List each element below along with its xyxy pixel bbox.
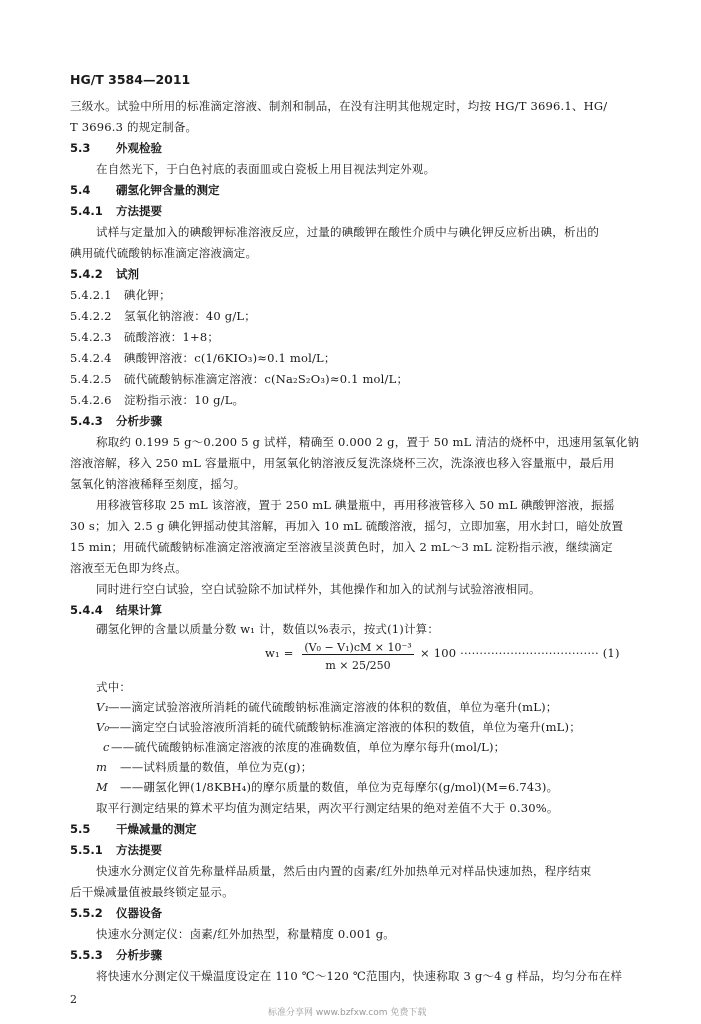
procedure-p1-line-2: 溶液溶解，移入 250 mL 容量瓶中，用氢氧化钠溶液反复洗涤烧杯三次，洗涤液也移入容量瓶中，最后用 (70, 456, 615, 470)
formula-lhs: w₁ = (265, 646, 294, 660)
section-5-4-heading (70, 185, 220, 197)
procedure-p1-line-3: 氢氧化钠溶液稀释至刻度，摇匀。 (70, 477, 246, 491)
section-5-3-text: 在自然光下，于白色衬底的表面皿或白瓷板上用目视法判定外观。 (96, 162, 436, 176)
reagent-number: 5.4.2.5 (70, 372, 112, 386)
variable-text: ——滴定试验溶液所消耗的硫代硫酸钠标准滴定溶液的体积的数值，单位为毫升(mL)； (108, 700, 558, 714)
reagent-text: 硫酸溶液：1+8； (124, 330, 220, 344)
method-summary-line-1: 试样与定量加入的碘酸钾标准溶液反应，过量的碘酸钾在酸性介质中与碘化钾反应析出碘，析出的 (96, 225, 600, 239)
page-number: 2 (70, 993, 77, 1006)
section-number: 5.5.3 (70, 948, 103, 962)
section-5-5-1-heading (70, 845, 162, 857)
section-title: 硼氢化钾含量的测定 (116, 183, 220, 197)
section-5-4-4-heading (70, 605, 162, 617)
section-number: 5.5.1 (70, 843, 103, 857)
intro-line-1: 三级水。试验中所用的标准滴定溶液、制剂和制品，在没有注明其他规定时，均按 HG/T 3696.1、HG/ (70, 99, 608, 113)
variable-symbol: m (96, 760, 108, 774)
reagent-text: 氢氧化钠溶液：40 g/L； (124, 309, 256, 323)
reagent-number: 5.4.2.4 (70, 351, 112, 365)
section-title: 方法提要 (116, 843, 162, 857)
section-number: 5.4 (70, 183, 91, 197)
section-title: 外观检验 (116, 141, 162, 155)
formula-tail: × 100 ···································· (1) (420, 646, 620, 660)
section-title: 分析步骤 (116, 414, 162, 428)
section-title: 方法提要 (116, 204, 162, 218)
drying-summary-line-1: 快速水分测定仪首先称量样品质量，然后由内置的卤素/红外加热单元对样品快速加热，程序结束 (96, 864, 592, 878)
where-label: 式中： (96, 680, 132, 694)
section-5-5-3-heading (70, 950, 162, 962)
procedure-p2-line-4: 溶液至无色即为终点。 (70, 561, 187, 575)
section-title: 仪器设备 (116, 906, 162, 920)
reagent-item (70, 311, 256, 323)
drying-procedure-text: 将快速水分测定仪干燥温度设定在 110 ℃～120 ℃范围内，快速称取 3 g～4 g 样品，均匀分布在样 (96, 969, 623, 983)
intro-line-2: T 3696.3 的规定制备。 (70, 120, 198, 134)
section-number: 5.5 (70, 822, 91, 836)
reagent-text: 硫代硫酸钠标准滴定溶液：c(Na₂S₂O₃)≈0.1 mol/L； (124, 372, 409, 386)
method-summary-line-2: 碘用硫代硫酸钠标准滴定溶液滴定。 (70, 246, 258, 260)
section-number: 5.3 (70, 141, 91, 155)
procedure-p2-line-1: 用移液管移取 25 mL 该溶液，置于 250 mL 碘量瓶中，再用移液管移入 50 mL 碘酸钾溶液，振摇 (96, 498, 615, 512)
variable-symbol: V₀ (96, 720, 110, 734)
variable-def (96, 722, 581, 734)
reagent-item (70, 353, 336, 365)
variable-symbol: V₁ (96, 700, 110, 714)
formula-denominator: m × 25/250 (325, 659, 391, 672)
section-5-4-1-heading (70, 206, 162, 218)
procedure-p3: 同时进行空白试验，空白试验除不加试样外，其他操作和加入的试剂与试验溶液相同。 (96, 582, 541, 596)
reagent-item (70, 395, 244, 407)
variable-def (96, 762, 312, 774)
reagent-text: 淀粉指示液：10 g/L。 (124, 393, 245, 407)
section-title: 分析步骤 (116, 948, 162, 962)
procedure-p2-line-3: 15 min；用硫代硫酸钠标准滴定溶液滴定至溶液呈淡黄色时，加入 2 mL～3 mL 淀粉指示液，继续滴定 (70, 540, 613, 554)
section-5-3-heading (70, 143, 162, 155)
variable-text: ——试料质量的数值，单位为克(g)； (120, 760, 313, 774)
reagent-item (70, 374, 408, 386)
footer-watermark: 标准分享网 www.bzfxw.com 免费下载 (268, 1008, 427, 1018)
procedure-p2-line-2: 30 s；加入 2.5 g 碘化钾摇动使其溶解，再加入 10 mL 硫酸溶液，摇匀，立即加塞，用水封口，暗处放置 (70, 519, 624, 533)
variable-text: ——硫代硫酸钠标准滴定溶液的浓度的准确数值，单位为摩尔每升(mol/L)； (111, 740, 506, 754)
section-5-5-heading (70, 824, 197, 836)
reagent-text: 碘化钾； (124, 288, 171, 302)
formula-numerator: (V₀ − V₁)cM × 10⁻³ (304, 641, 412, 654)
section-title: 结果计算 (116, 603, 162, 617)
reagent-number: 5.4.2.1 (70, 288, 112, 302)
calculation-intro: 硼氢化钾的含量以质量分数 w₁ 计，数值以%表示，按式(1)计算： (96, 622, 440, 636)
section-5-4-2-heading (70, 269, 139, 281)
section-number: 5.4.1 (70, 204, 103, 218)
variable-symbol: c (103, 740, 110, 754)
variable-text: ——硼氢化钾(1/8KBH₄)的摩尔质量的数值，单位为克每摩尔(g/mol)(M=6.743)。 (120, 780, 559, 794)
standard-code-header: HG/T 3584—2011 (70, 72, 191, 87)
reagent-number: 5.4.2.3 (70, 330, 112, 344)
variable-symbol: M (96, 780, 108, 794)
section-number: 5.4.3 (70, 414, 103, 428)
section-5-5-2-heading (70, 908, 162, 920)
equipment-text: 快速水分测定仪：卤素/红外加热型，称量精度 0.001 g。 (96, 927, 395, 941)
drying-summary-line-2: 后干燥减量值被最终锁定显示。 (70, 885, 234, 899)
reagent-item (70, 290, 171, 302)
reagent-number: 5.4.2.2 (70, 309, 112, 323)
variable-def (103, 742, 505, 754)
variable-def (96, 702, 558, 714)
reagent-item (70, 332, 219, 344)
section-number: 5.5.2 (70, 906, 103, 920)
variable-text: ——滴定空白试验溶液所消耗的硫代硫酸钠标准滴定溶液的体积的数值，单位为毫升(mL)； (108, 720, 581, 734)
reagent-number: 5.4.2.6 (70, 393, 112, 407)
fraction-bar (302, 654, 414, 655)
section-title: 干燥减量的测定 (116, 822, 197, 836)
section-number: 5.4.4 (70, 603, 103, 617)
section-title: 试剂 (116, 267, 139, 281)
procedure-p1-line-1: 称取约 0.199 5 g～0.200 5 g 试样，精确至 0.000 2 g，置于 50 mL 清洁的烧杯中，迅速用氢氧化钠 (96, 435, 640, 449)
result-precision-note: 取平行测定结果的算术平均值为测定结果，两次平行测定结果的绝对差值不大于 0.30%。 (96, 801, 559, 815)
reagent-text: 碘酸钾溶液：c(1/6KIO₃)≈0.1 mol/L； (124, 351, 336, 365)
variable-def (96, 782, 558, 794)
section-5-4-3-heading (70, 416, 162, 428)
section-number: 5.4.2 (70, 267, 103, 281)
